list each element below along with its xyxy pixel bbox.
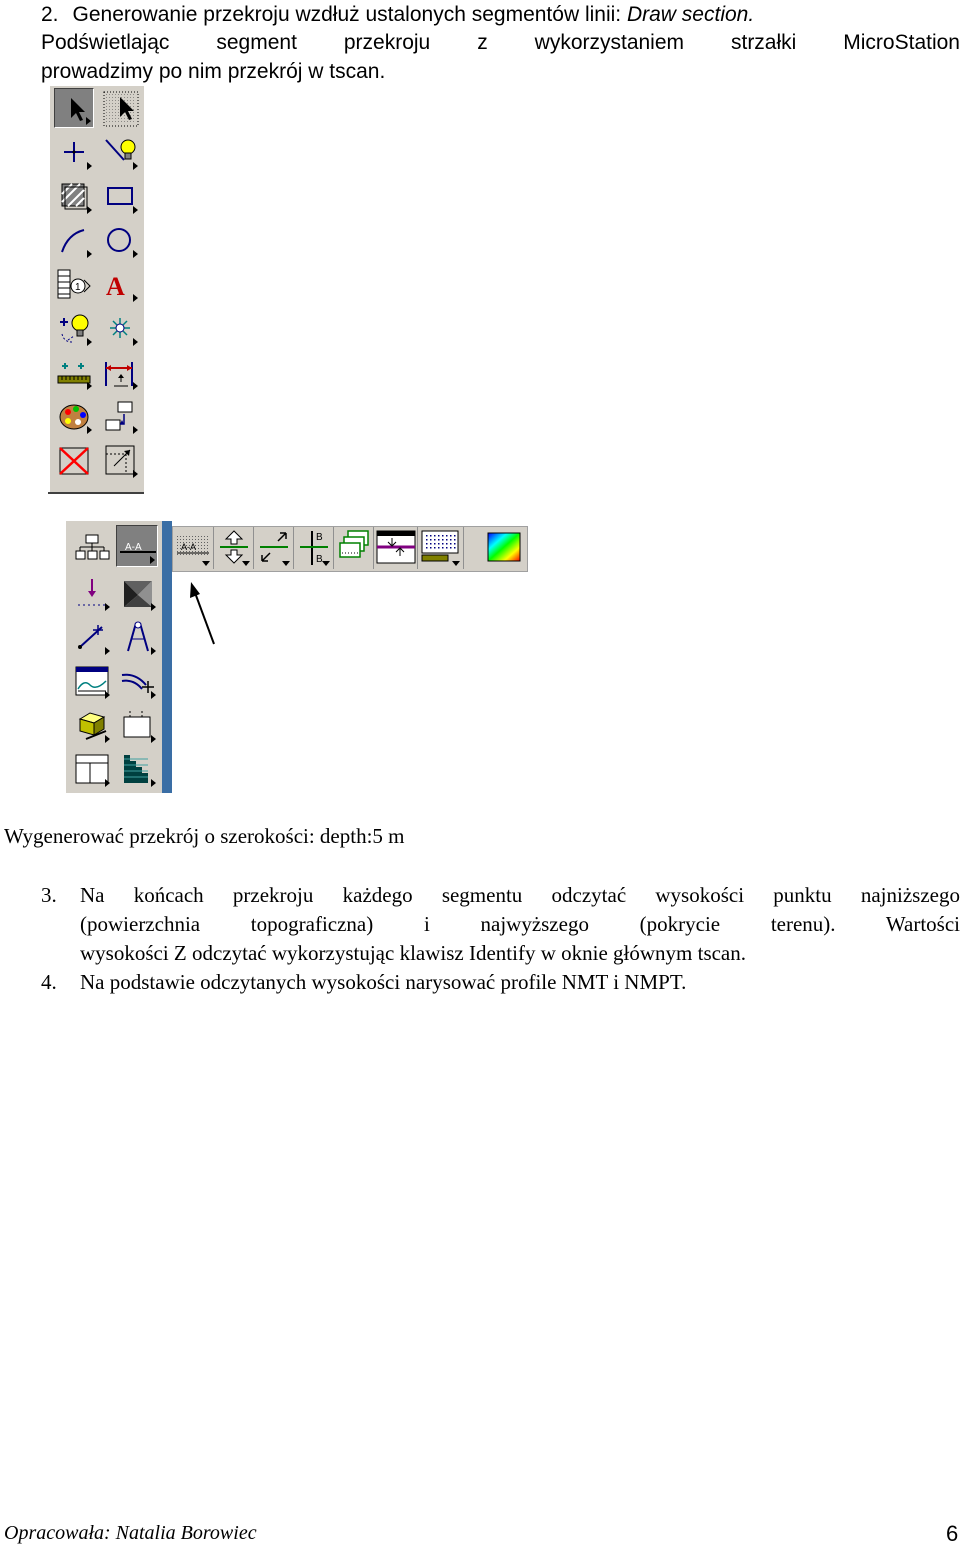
footer-author: Opracowała: Natalia Borowiec [4, 1522, 257, 1544]
item2-italic: Draw section. [626, 3, 755, 26]
table-icon[interactable] [72, 749, 112, 789]
page-number: 6 [946, 1521, 959, 1546]
measure-distance-icon[interactable] [54, 352, 94, 392]
swap-section-icon[interactable] [374, 527, 418, 569]
point-down-icon[interactable] [72, 573, 112, 613]
item2-line2: Podświetlając segment przekroju z wykorzystaniem strzałki MicroStation [41, 31, 960, 54]
copy-element-icon[interactable] [100, 396, 140, 436]
section-view-icon[interactable] [72, 661, 112, 701]
section-toolbar-edge [162, 521, 172, 793]
place-block-icon[interactable] [100, 176, 140, 216]
hierarchy-icon[interactable] [72, 527, 112, 567]
draw-section-icon[interactable] [174, 527, 214, 569]
dimension-icon[interactable] [100, 352, 140, 392]
dotted-area-icon[interactable] [418, 527, 464, 569]
item3-line2: (powierzchnia topograficzna) i najwyższego (pokrycie terenu). Wartości [80, 912, 960, 936]
item4-line1: Na podstawie odczytanych wysokości narysować profile NMT i NMPT. [80, 970, 687, 994]
svg-text:A-A: A-A [125, 542, 142, 553]
element-selection-icon[interactable] [54, 88, 94, 128]
palette-icon[interactable] [54, 396, 94, 436]
place-text-icon[interactable] [100, 264, 140, 304]
item2-line1 [41, 0, 754, 29]
triangle-cube-icon[interactable] [118, 573, 158, 613]
curve-icon[interactable] [118, 661, 158, 701]
draw-line-icon[interactable] [72, 617, 112, 657]
section-a-a-icon[interactable] [116, 525, 158, 567]
hatch-area-icon[interactable] [54, 176, 94, 216]
box-3d-icon[interactable] [72, 705, 112, 745]
layered-views-icon[interactable] [334, 527, 374, 569]
item2-number: 2. [41, 3, 59, 26]
arrow-pointer-icon [186, 580, 220, 648]
item4-number: 4. [41, 970, 57, 994]
svg-text:B: B [316, 554, 323, 565]
rectangle-icon[interactable] [118, 705, 158, 745]
snap-icon[interactable] [100, 308, 140, 348]
rotate-section-icon[interactable] [254, 527, 294, 569]
compass-icon[interactable] [118, 617, 158, 657]
svg-text:1: 1 [75, 282, 81, 293]
place-smartline-light-icon[interactable] [100, 132, 140, 172]
move-section-up-down-icon[interactable] [214, 527, 254, 569]
place-point-icon[interactable] [54, 132, 94, 172]
fence-selection-icon[interactable] [100, 88, 140, 128]
section-b-b-icon[interactable] [294, 527, 334, 569]
item3-line3: wysokości Z odczytać wykorzystując klawisz Identify w oknie głównym tscan. [80, 941, 747, 965]
place-circle-icon[interactable] [100, 220, 140, 260]
svg-text:B: B [316, 532, 323, 543]
stair-chart-icon[interactable] [118, 749, 158, 789]
item3-number: 3. [41, 883, 57, 907]
svg-text:A: A [106, 272, 125, 301]
svg-text:A-A: A-A [181, 542, 197, 552]
delete-element-icon[interactable] [54, 440, 94, 480]
place-arc-icon[interactable] [54, 220, 94, 260]
depth-caption: Wygenerować przekrój o szerokości: depth:5 m [4, 824, 405, 848]
color-gradient-icon[interactable] [464, 527, 524, 569]
cell-library-icon[interactable] [54, 264, 94, 304]
item3-line1: Na końcach przekroju każdego segmentu odczytać wysokości punktu najniższego [80, 883, 960, 907]
item2-title: Generowanie przekroju wzdłuż ustalonych segmentów linii: [72, 3, 627, 26]
item2-line3: prowadzimy po nim przekrój w tscan. [41, 60, 386, 83]
scale-element-icon[interactable] [100, 440, 140, 480]
light-bulb-icon[interactable] [54, 308, 94, 348]
